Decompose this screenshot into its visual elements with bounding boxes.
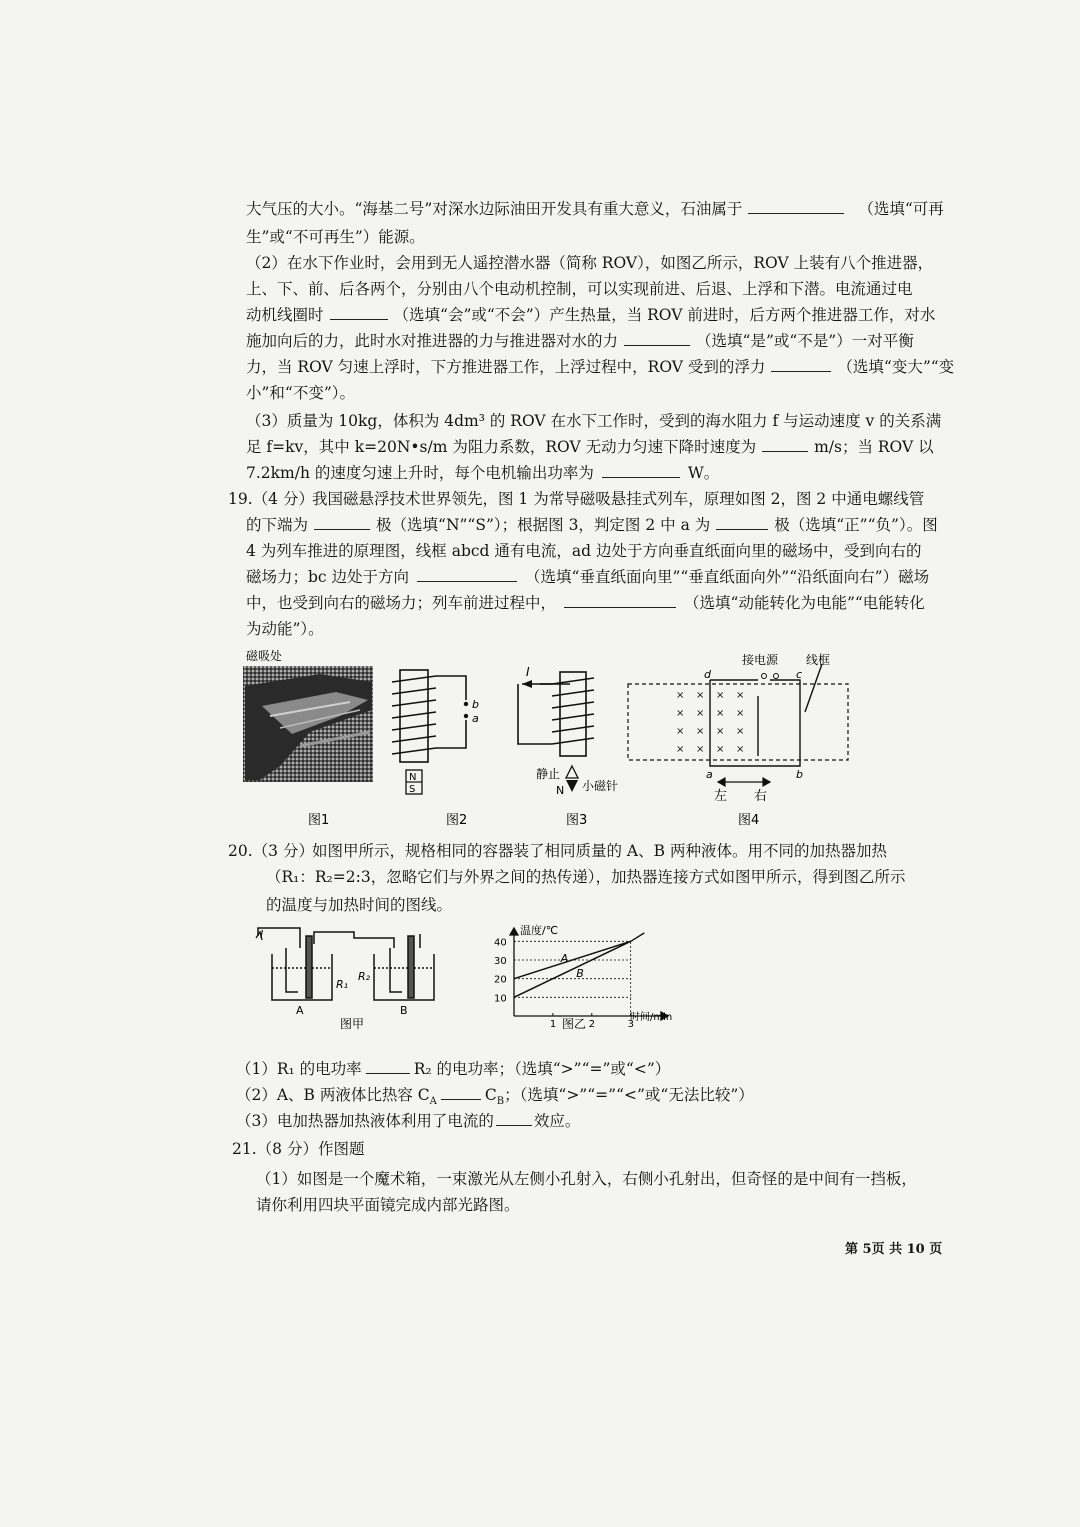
fig4-label-right: 右 bbox=[754, 789, 768, 804]
fig3-caption: 图3 bbox=[566, 813, 588, 828]
q21-line-1: （1）如图是一个魔术箱，一束激光从左侧小孔射入，右侧小孔射出，但奇怪的是中间有一挡板， bbox=[256, 1170, 917, 1188]
answer-blank[interactable] bbox=[330, 304, 388, 320]
svg-text:×: × bbox=[736, 690, 745, 701]
q18-line-10: 足 f=kv，其中 k=20N•s/m 为阻力系数，ROV 无动力匀速下降时速度为 m/s；当 ROV 以 bbox=[246, 438, 934, 456]
series-label-A: A bbox=[560, 951, 569, 965]
x-tick-label: 1 bbox=[549, 1019, 557, 1030]
answer-blank[interactable] bbox=[417, 566, 517, 582]
fig4-label-b: b bbox=[796, 768, 803, 781]
fig4-label-a: a bbox=[706, 768, 713, 781]
svg-text:×: × bbox=[736, 708, 745, 719]
q18-line-6: 施加向后的力，此时水对推进器的力与推进器对水的力 （选填“是”或“不是”）一对平衡 bbox=[246, 332, 914, 350]
fig1-label: 磁吸处 bbox=[246, 649, 283, 663]
q19-line-4: 磁场力；bc 边处于方向 （选填“垂直纸面向里”“垂直纸面向外”“沿纸面向右”）磁场 bbox=[246, 568, 930, 586]
fig2-label-b: b bbox=[472, 698, 479, 711]
fig4-label-left: 左 bbox=[714, 789, 728, 804]
fig1-photo bbox=[243, 666, 373, 782]
answer-blank[interactable] bbox=[564, 592, 676, 608]
svg-text:×: × bbox=[736, 726, 745, 737]
fig3-current-arrow bbox=[522, 680, 532, 688]
answer-blank[interactable] bbox=[771, 356, 831, 372]
q20-sub-1: （1）R₁ 的电功率 R₂ 的电功率；（选填“>”“=”或“<”） bbox=[236, 1060, 671, 1078]
q18-line-2: 生”或“不可再生”）能源。 bbox=[246, 228, 425, 246]
svg-text:×: × bbox=[696, 690, 705, 701]
answer-blank[interactable] bbox=[602, 462, 680, 478]
q19-line-1: 我国磁悬浮技术世界领先，图 1 为常导磁吸悬挂式列车，原理如图 2，图 2 中通电螺线管 bbox=[312, 490, 925, 508]
page-footer: 第 5页 共 10 页 bbox=[845, 1242, 943, 1257]
fig4-label-d: d bbox=[704, 668, 711, 681]
answer-blank[interactable] bbox=[366, 1058, 410, 1074]
fig2-label-N: N bbox=[409, 772, 417, 783]
series-line-B bbox=[514, 941, 631, 997]
y-tick-label: 30 bbox=[494, 956, 507, 967]
q19-number: 19.（4 分） bbox=[228, 490, 314, 508]
y-tick-label: 40 bbox=[494, 937, 507, 949]
answer-blank[interactable] bbox=[748, 198, 844, 214]
q18-line-9: （3）质量为 10kg，体积为 4dm³ 的 ROV 在水下工作时，受到的海水阻力 f 与运动速度 v 的关系满 bbox=[246, 412, 942, 430]
q20-number: 20.（3 分） bbox=[228, 842, 314, 860]
svg-text:×: × bbox=[676, 726, 685, 737]
svg-text:×: × bbox=[716, 726, 725, 737]
fig4-label-power: 接电源 bbox=[742, 653, 779, 667]
jia-label-I: I bbox=[260, 928, 264, 941]
svg-text:×: × bbox=[736, 744, 745, 755]
q21-line-2: 请你利用四块平面镜完成内部光路图。 bbox=[256, 1196, 520, 1214]
x-tick-label: 3 bbox=[627, 1019, 635, 1030]
y-axis-label: 温度/℃ bbox=[520, 924, 559, 937]
fig3-compass-needle bbox=[566, 766, 578, 792]
jia-caption: 图甲 bbox=[340, 1017, 365, 1031]
svg-text:×: × bbox=[696, 708, 705, 719]
fig4-wire-frame bbox=[710, 664, 822, 766]
fig1-caption: 图1 bbox=[308, 813, 330, 828]
fig2-solenoid bbox=[392, 670, 466, 762]
svg-text:×: × bbox=[716, 690, 725, 701]
answer-blank[interactable] bbox=[496, 1110, 532, 1126]
fig4-label-frame: 线框 bbox=[806, 653, 831, 667]
fig3-label-I: I bbox=[526, 665, 530, 679]
answer-blank[interactable] bbox=[716, 514, 768, 530]
q19-line-6: 为动能”）。 bbox=[246, 620, 324, 638]
beaker-A bbox=[272, 954, 332, 1000]
series-extension-B bbox=[631, 933, 645, 941]
x-tick-label: 2 bbox=[588, 1019, 596, 1030]
fig2-caption: 图2 bbox=[446, 813, 468, 828]
q19-figures bbox=[240, 646, 860, 836]
fig4-caption: 图4 bbox=[738, 813, 760, 828]
y-tick-label: 20 bbox=[494, 974, 507, 986]
q20-line-3: 的温度与加热时间的图线。 bbox=[266, 896, 453, 914]
fig4-label-c: c bbox=[796, 668, 803, 681]
q19-line-2: 的下端为 极（选填“N”“S”）；根据图 3，判定图 2 中 a 为 极（选填“正”“负”）。图 bbox=[246, 516, 938, 534]
q19-line-5: 中，也受到向右的磁场力；列车前进过程中， （选填“动能转化为电能”“电能转化 bbox=[246, 594, 925, 612]
fig3-label-needle: 小磁针 bbox=[582, 779, 619, 793]
answer-blank[interactable] bbox=[441, 1084, 481, 1100]
q20-line-1: 如图甲所示，规格相同的容器装了相同质量的 A、B 两种液体。用不同的加热器加热 bbox=[312, 842, 887, 860]
fig2-label-S: S bbox=[409, 784, 416, 795]
answer-blank[interactable] bbox=[762, 436, 808, 452]
svg-text:×: × bbox=[696, 744, 705, 755]
q19-line-3: 4 为列车推进的原理图，线框 abcd 通有电流，ad 边处于方向垂直纸面向里的磁场中，受到向右的 bbox=[246, 542, 922, 560]
q18-line-1: 大气压的大小。“海基二号”对深水边际油田开发具有重大意义，石油属于 （选填“可再 bbox=[246, 200, 944, 218]
x-axis-label: 时间/min bbox=[630, 1012, 673, 1023]
q20-line-2: （R₁：R₂=2:3，忽略它们与外界之间的热传递），加热器连接方式如图甲所示，得到图乙所示 bbox=[266, 868, 906, 886]
svg-text:×: × bbox=[716, 708, 725, 719]
answer-blank[interactable] bbox=[624, 330, 690, 346]
svg-text:×: × bbox=[676, 744, 685, 755]
q18-line-7: 力，当 ROV 匀速上浮时，下方推进器工作，上浮过程中，ROV 受到的浮力 （选填“变大”“变 bbox=[246, 358, 955, 376]
q18-line-5: 动机线圈时 （选填“会”或“不会”）产生热量，当 ROV 前进时，后方两个推进器工作，对水 bbox=[246, 306, 936, 324]
jia-label-R1: R₁ bbox=[336, 978, 349, 991]
jia-label-B: B bbox=[400, 1004, 408, 1017]
svg-text:×: × bbox=[716, 744, 725, 755]
q18-line-3: （2）在水下作业时，会用到无人遥控潜水器（简称 ROV），如图乙所示，ROV 上装有八个推进器， bbox=[246, 254, 934, 272]
answer-blank[interactable] bbox=[314, 514, 370, 530]
fig4-direction-arrow bbox=[718, 778, 770, 786]
series-label-B: B bbox=[576, 966, 584, 980]
q20-sub-2: （2）A、B 两液体比热容 $C_A$ $C_B$；（选填“>”“=”“<”或“无法比较”） bbox=[236, 1086, 754, 1108]
beaker-B bbox=[374, 954, 434, 1000]
svg-text:×: × bbox=[676, 690, 685, 701]
fig3-label-still: 静止 bbox=[536, 767, 561, 781]
jia-label-A: A bbox=[296, 1004, 304, 1017]
yi-caption: 图乙 bbox=[562, 1017, 587, 1031]
jia-label-R2: R₂ bbox=[358, 970, 371, 983]
q21-number: 21.（8 分）作图题 bbox=[232, 1140, 365, 1158]
q18-line-8: 小”和“不变”）。 bbox=[246, 384, 356, 402]
q18-line-11: 7.2km/h 的速度匀速上升时，每个电机输出功率为 W。 bbox=[246, 464, 720, 482]
fig3-label-N: N bbox=[556, 784, 565, 797]
q20-sub-3: （3）电加热器加热液体利用了电流的 效应。 bbox=[236, 1112, 581, 1130]
y-tick-label: 10 bbox=[494, 993, 507, 1005]
fig2-label-a: a bbox=[472, 712, 479, 725]
svg-text:×: × bbox=[676, 708, 685, 719]
fig20-jia bbox=[250, 924, 450, 1034]
q18-line-4: 上、下、前、后各两个，分别由八个电动机控制，可以实现前进、后退、上浮和下潜。电流通过电 bbox=[246, 280, 913, 298]
fig20-yi-chart bbox=[490, 922, 710, 1034]
svg-text:×: × bbox=[696, 726, 705, 737]
